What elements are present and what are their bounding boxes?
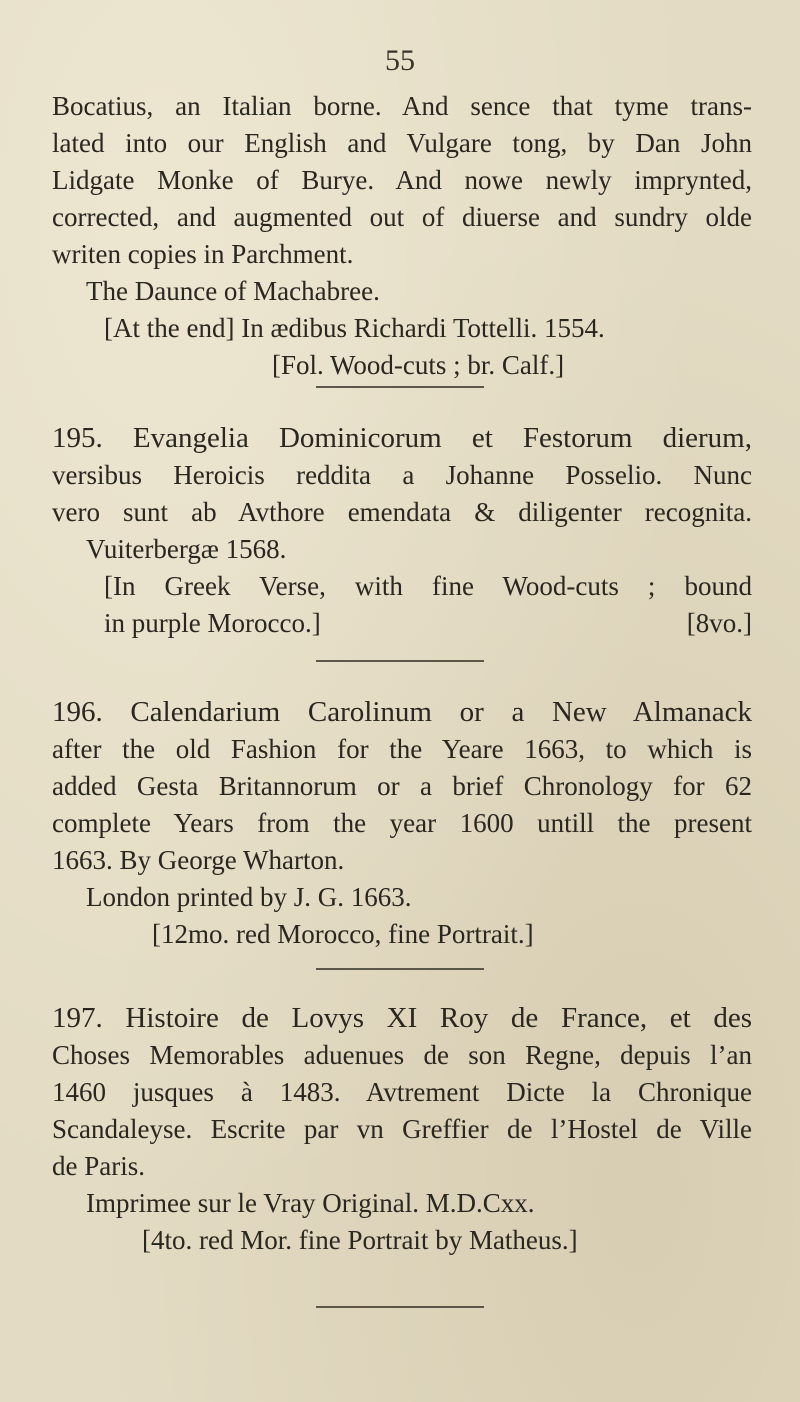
entry-197 — [52, 1000, 752, 1259]
entry-divider — [316, 968, 484, 970]
entry-text-line: 1460 jusques à 1483. Avtrement Dicte la Chronique — [52, 1077, 752, 1107]
entry-text-line: added Gesta Britannorum or a brief Chronology for 62 — [52, 771, 752, 801]
entry-daunce-of-machabree — [52, 88, 752, 384]
entry-format: [8vo.] — [686, 608, 752, 638]
entry-text-line: Lidgate Monke of Burye. And nowe newly imprynted, — [52, 165, 752, 195]
entry-binding: in purple Morocco.] — [104, 608, 321, 638]
entry-text-line: vero sunt ab Avthore emendata & diligenter recognita. — [52, 497, 752, 527]
entry-format: [4to. red Mor. fine Portrait by Matheus.] — [142, 1225, 578, 1255]
entry-text-line: de Paris. — [52, 1151, 145, 1181]
entry-heading: 197. Histoire de Lovys XI Roy de France, et des — [52, 1002, 752, 1034]
entry-imprint: [At the end] In ædibus Richardi Tottelli. 1554. — [104, 313, 605, 343]
entry-text-line: Bocatius, an Italian borne. And sence that tyme trans- — [52, 91, 752, 121]
entry-text-line: corrected, and augmented out of diuerse and sundry olde — [52, 202, 752, 232]
entry-text-line: versibus Heroicis reddita a Johanne Posselio. Nunc — [52, 460, 752, 490]
entry-text-line: Choses Memorables aduenues de son Regne, depuis l’an — [52, 1040, 752, 1070]
entry-text-line: after the old Fashion for the Yeare 1663, to which is — [52, 734, 752, 764]
entry-divider — [316, 660, 484, 662]
entry-text-line: writen copies in Parchment. — [52, 239, 354, 269]
entry-note: [In Greek Verse, with fine Wood-cuts ; bound — [104, 571, 752, 601]
entry-format: [12mo. red Morocco, fine Portrait.] — [152, 919, 534, 949]
entry-divider — [316, 386, 484, 388]
entry-place: Vuiterbergæ 1568. — [86, 534, 287, 564]
entry-imprint: London printed by J. G. 1663. — [86, 882, 412, 912]
entry-title: The Daunce of Machabree. — [86, 276, 380, 306]
entry-text-line: 1663. By George Wharton. — [52, 845, 345, 875]
entry-divider — [316, 1306, 484, 1308]
entry-note-line — [52, 605, 752, 642]
entry-text-line: lated into our English and Vulgare tong, by Dan John — [52, 128, 752, 158]
page-number: 55 — [385, 44, 415, 77]
entry-195 — [52, 420, 752, 642]
entry-imprint: Imprimee sur le Vray Original. M.D.Cxx. — [86, 1188, 535, 1218]
entry-text-line: Scandaleyse. Escrite par vn Greffier de l’Hostel de Ville — [52, 1114, 752, 1144]
entry-heading: 196. Calendarium Carolinum or a New Almanack — [52, 696, 752, 728]
entry-196 — [52, 694, 752, 953]
entry-format: [Fol. Wood-cuts ; br. Calf.] — [272, 350, 565, 380]
entry-heading: 195. Evangelia Dominicorum et Festorum dierum, — [52, 422, 752, 454]
entry-text-line: complete Years from the year 1600 untill the present — [52, 808, 752, 838]
